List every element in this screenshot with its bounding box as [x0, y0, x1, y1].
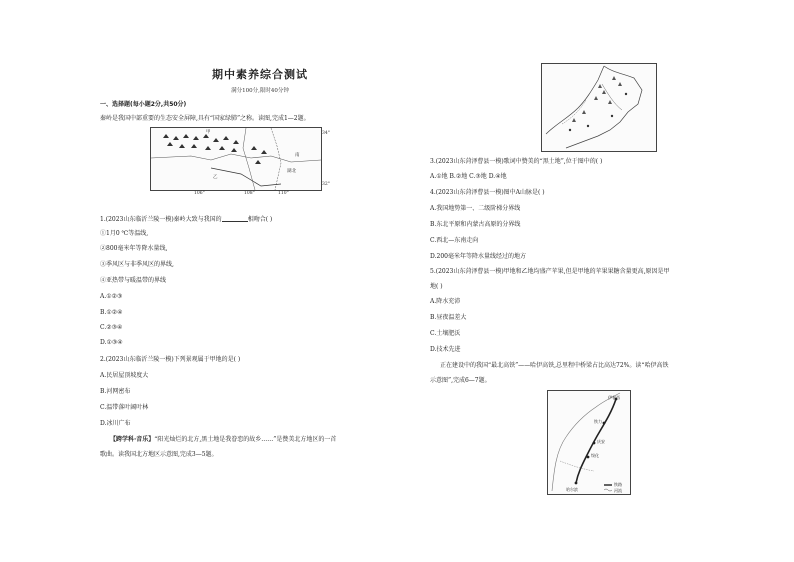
q2-choice-d: D.冰川广布: [100, 420, 131, 427]
q2-choice-c: C.温带落叶阔叶林: [100, 404, 149, 411]
station-suihua-label: 绥化: [591, 453, 599, 458]
q4-stem: 4.(2023山东菏泽曹县一模)图中A山脉是( ): [430, 189, 545, 196]
map-tick-lon108: 108°: [244, 191, 255, 196]
q1-choice-d: D.①③④: [100, 339, 123, 346]
q5-stem-line2: 地( ): [430, 283, 443, 290]
q1-choice-c: C.②③④: [100, 324, 123, 331]
legend-river: 河流: [614, 488, 622, 493]
map-tick-lon110: 110°: [278, 191, 289, 196]
q1-opt4: ④亚热带与暖温带的界线: [100, 277, 167, 284]
map-label-hubei: 湖北: [287, 169, 296, 174]
q2-stem: 2.(2023山东临沂兰陵一模)下列景观属于甲地的是( ): [100, 356, 241, 363]
station-qingan-label: 庆安: [597, 439, 605, 444]
q5-choice-a: A.降水充沛: [430, 298, 461, 305]
qinling-map: [150, 127, 322, 191]
map-tick-lon106: 106°: [194, 191, 205, 196]
q5-choice-d: D.技术先进: [430, 346, 461, 353]
north-region-map: [541, 63, 657, 152]
q5-choice-b: B.昼夜温差大: [430, 314, 467, 321]
legend-railway: 铁路: [614, 482, 622, 487]
harbin-yichun-rail-map: [547, 390, 631, 495]
page-title: 期中素养综合测试: [212, 68, 308, 81]
station-harbin-label: 哈尔滨: [566, 487, 578, 492]
map-label-nan: 南: [295, 153, 300, 158]
map-label-yi: 乙: [213, 175, 218, 180]
q1-opt3: ③季风区与非季风区的界线,: [100, 261, 174, 268]
q4-choice-d: D.200毫米年等降水量线经过的地方: [430, 253, 526, 260]
qinling-map-graphic: [151, 128, 321, 190]
rail-map-graphic: [548, 391, 630, 494]
map-tick-lat34: 34°: [322, 131, 330, 136]
q5-stem-line1: 5.(2023山东菏泽曹县一模)甲地和乙地均盛产苹果,但是甲地的苹果果糖含量更高,原因是甲: [430, 268, 670, 275]
q4-choice-a: A.我国地势第一、二级阶梯分界线: [430, 205, 521, 212]
rail-intro-line2: 示意图”,完成6—7题。: [430, 377, 491, 384]
section-heading: 一、选择题(每小题2分,共50分): [100, 101, 187, 108]
cross-text1: “阳光灿烂的北方,黑土地是我眷恋的故乡……”是赞美北方地区的一首: [154, 436, 337, 443]
q1-opt1: ①1月0 ℃等温线,: [100, 230, 149, 237]
section-intro: 秦岭是我国中部重要的生态安全屏障,具有“国家绿肺”之称。读图,完成1—2题。: [100, 115, 310, 122]
q2-choice-b: B.河网密布: [100, 388, 131, 395]
q1-blank: [222, 215, 248, 222]
map-tick-lat32: 32°: [322, 182, 330, 187]
page-subtitle: 满分100分,限时40分钟: [231, 88, 289, 94]
q5-choice-c: C.土壤肥沃: [430, 330, 461, 337]
q4-choice-b: B.东北平原和内蒙古高原的分界线: [430, 221, 521, 228]
rail-intro-line1: 正在建设中的我国“最北高铁”——哈伊高铁,总里程中桥梁占比高达72%。读“哈伊高铁: [440, 362, 669, 369]
north-region-map-graphic: [542, 64, 656, 151]
cross-tag: 【跨学科·音乐】: [110, 436, 155, 443]
q2-choice-a: A.民居屋顶坡度大: [100, 372, 149, 379]
cross-intro-line2: 歌曲。读我国北方地区示意图,完成3—5题。: [100, 451, 218, 458]
q1-choice-b: B.①②④: [100, 309, 123, 316]
q1-opt2: ②800毫米年等降水量线,: [100, 245, 168, 252]
q3-stem: 3.(2023山东菏泽曹县一模)歌词中赞美的“黑土地”,位于图中的( ): [430, 158, 603, 165]
q1-stem: [100, 215, 272, 224]
q4-choice-c: C.西北—东南走向: [430, 237, 479, 244]
map-label-jia: 甲: [206, 130, 211, 135]
q1-stem-a: 1.(2023山东临沂兰陵一模)秦岭大致与我国的: [100, 216, 222, 223]
q1-stem-b: 相吻合( ): [247, 216, 273, 223]
q3-options: A.①地 B.②地 C.③地 D.④地: [430, 173, 507, 180]
q1-choice-a: A.①②③: [100, 293, 123, 300]
cross-intro-line1: [110, 436, 336, 444]
station-yichun-label: 伊春西: [608, 395, 620, 400]
station-tieli-label: 铁力: [594, 419, 602, 424]
